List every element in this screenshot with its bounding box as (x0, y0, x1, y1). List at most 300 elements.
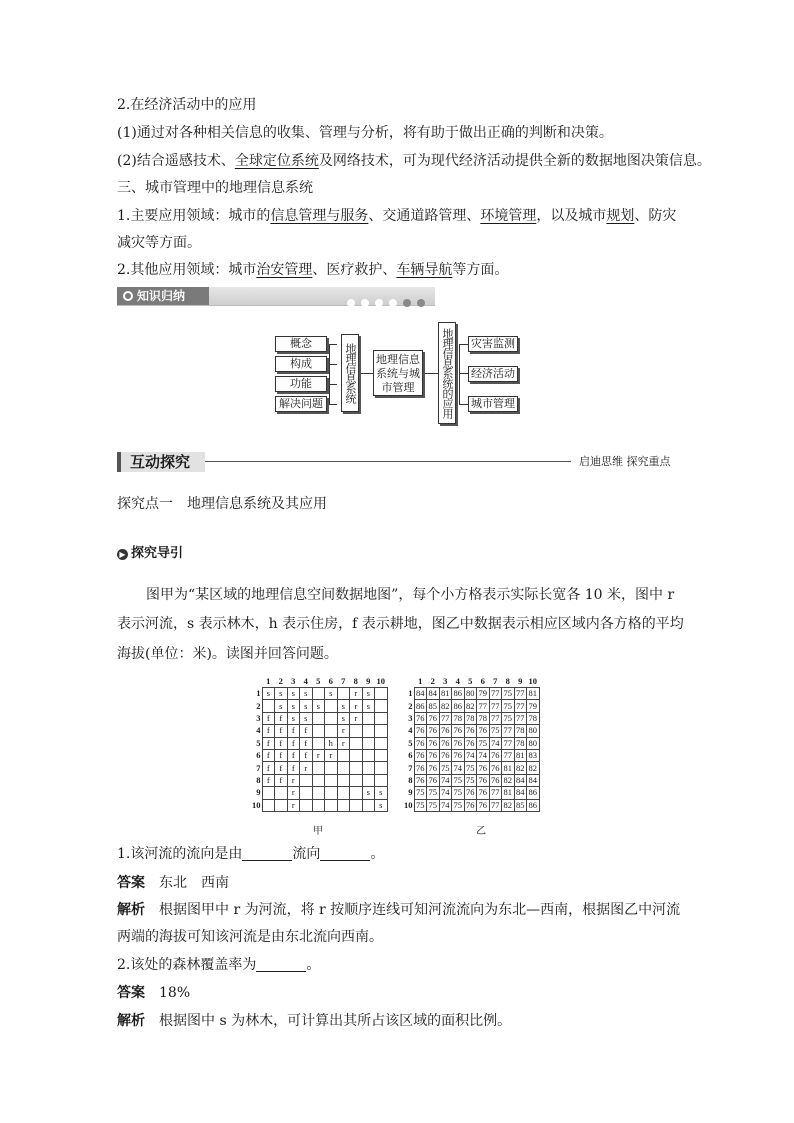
grid-cell: 75 (453, 774, 462, 785)
diagram-item-solving: 解决问题 (275, 396, 327, 412)
grid-cell: 75 (503, 700, 512, 711)
grid-cell: 77 (491, 688, 500, 699)
grid-row (402, 712, 539, 724)
grid-cell: f (287, 749, 300, 761)
grid-col-label: 4 (303, 676, 308, 686)
grid-cell: 84 (516, 787, 525, 798)
grid-cell: 84 (416, 688, 425, 699)
inquiry-point-title: 探究点一 地理信息系统及其应用 (117, 496, 327, 512)
grid-cell: 77 (516, 712, 525, 723)
grid-col-label: 10 (528, 676, 537, 686)
grid-row (402, 700, 539, 712)
grid-cell: 79 (478, 688, 487, 699)
answer-2: 答案 18% (117, 985, 191, 1001)
grid-cell: s (375, 787, 388, 799)
section-title: 互动探究 (130, 453, 191, 471)
grid-cell: 77 (491, 700, 500, 711)
grid-col-label: 3 (443, 676, 448, 686)
grid-cell: 76 (466, 737, 475, 748)
grid-row (250, 700, 387, 712)
grid-row-label: 9 (256, 787, 261, 798)
subheading-economic: 2.在经济活动中的应用 (117, 97, 257, 113)
grid-cell (375, 737, 388, 749)
grid-cell (312, 787, 325, 799)
grid-cell: r (337, 725, 350, 737)
grid-cell: 77 (491, 712, 500, 723)
grid-cell (375, 749, 388, 761)
grid-row-label: 1 (408, 688, 413, 699)
grid-cell (262, 700, 275, 712)
grid-cell: 82 (503, 774, 512, 785)
grid-cell: 76 (478, 774, 487, 785)
grid-cell: 77 (503, 737, 512, 748)
diagram-item-structure: 构成 (275, 356, 327, 372)
grid-cell (375, 725, 388, 737)
grid-cell: 81 (441, 688, 450, 699)
grid-cell: 76 (478, 787, 487, 798)
grid-cell: 75 (428, 799, 437, 810)
grid-cell: 76 (478, 762, 487, 773)
grid-col-label: 1 (266, 676, 271, 686)
grid-cell: 76 (478, 725, 487, 736)
grid-cell: f (262, 749, 275, 761)
grid-cell: 76 (466, 725, 475, 736)
grid-cell: 76 (491, 774, 500, 785)
section-heading-city: 三、城市管理中的地理信息系统 (117, 180, 313, 196)
grid-row (250, 787, 387, 799)
grid-cell: 74 (478, 750, 487, 761)
grid-cell: 77 (516, 688, 525, 699)
grid-cell (375, 712, 388, 724)
grid-cell (350, 787, 363, 799)
grid-cell: 76 (466, 787, 475, 798)
paragraph-line: 2.其他应用领域：城市治安管理、医疗救护、车辆导航等方面。 (117, 262, 509, 278)
grid-cell (337, 787, 350, 799)
analysis-1: 解析 根据图甲中 r 为河流，将 r 按顺序连线可知河流流向为东北—西南，根据图乙中河流 (117, 902, 681, 918)
grid-cell: 74 (441, 799, 450, 810)
section-rule (205, 461, 571, 462)
grid-cell: 77 (491, 799, 500, 810)
diagram-item-concept: 概念 (275, 336, 327, 352)
grid-cell: f (262, 774, 275, 786)
grid-cell: f (287, 762, 300, 774)
grid-row (250, 749, 387, 761)
grid-cell (312, 774, 325, 786)
grid-cell: 76 (428, 712, 437, 723)
grid-cell (362, 725, 375, 737)
grid-cell: s (287, 712, 300, 724)
grid-cell: 76 (428, 750, 437, 761)
grid-cell: f (262, 737, 275, 749)
grid-cell: 81 (503, 762, 512, 773)
grid-cell (325, 774, 338, 786)
grid-cell (275, 787, 288, 799)
grid-cell (337, 774, 350, 786)
grid-cell: 75 (478, 737, 487, 748)
grid-cell: 80 (528, 725, 537, 736)
grid-row-label: 7 (408, 762, 413, 773)
grid-row (250, 688, 387, 700)
grid-row (402, 774, 539, 786)
grid-row-label: 6 (256, 750, 261, 761)
grid-cell: f (275, 712, 288, 724)
paragraph-line: 海拔(单位：米)。读图并回答问题。 (117, 646, 338, 662)
paragraph-line: (1)通过对各种相关信息的收集、管理与分析，将有助于做出正确的判断和决策。 (117, 125, 613, 141)
target-icon (123, 291, 133, 301)
grid-cell: 76 (453, 737, 462, 748)
grid-cell: 82 (528, 762, 537, 773)
grid-cell: 84 (428, 688, 437, 699)
grid-col-label: 5 (316, 676, 321, 686)
grid-cell: 86 (453, 700, 462, 711)
grid-row (250, 725, 387, 737)
grid-cell: s (287, 688, 300, 700)
grid-cell: 76 (416, 762, 425, 773)
grid-cell: f (262, 725, 275, 737)
grid-cell (350, 774, 363, 786)
grid-map-b (402, 676, 540, 812)
grid-col-label: 6 (328, 676, 333, 686)
answer-1: 答案 东北 西南 (117, 875, 229, 891)
paragraph-line: 减灾等方面。 (117, 235, 201, 251)
grid-cell: 86 (453, 688, 462, 699)
grid-cell (375, 688, 388, 700)
grid-cell: 76 (491, 762, 500, 773)
analysis-1-cont: 两端的海拔可知该河流是由东北流向西南。 (117, 929, 383, 945)
paragraph-line: 表示河流，s 表示林木，h 表示住房，f 表示耕地，图乙中数据表示相应区域内各方格的平均 (117, 616, 684, 632)
grid-row-label: 8 (256, 774, 261, 785)
grid-cell (325, 787, 338, 799)
grid-cell: 76 (416, 750, 425, 761)
grid-cell: 86 (416, 700, 425, 711)
grid-cell: 74 (466, 750, 475, 761)
grid-cell: s (362, 688, 375, 700)
grid-cell: f (262, 762, 275, 774)
grid-row (402, 787, 539, 799)
grid-cell (300, 774, 313, 786)
grid-cell: r (287, 799, 300, 811)
grid-cell: f (287, 737, 300, 749)
grid-cell (312, 737, 325, 749)
grid-cell: 82 (503, 799, 512, 810)
grid-col-label: 10 (376, 676, 385, 686)
grid-cell: s (325, 688, 338, 700)
paragraph-line: (2)结合遥感技术、全球定位系统及网络技术，可为现代经济活动提供全新的数据地图决策信息。 (117, 153, 711, 169)
grid-cell: f (300, 737, 313, 749)
grid-cell: f (287, 725, 300, 737)
grid-b-caption: 乙 (476, 826, 486, 837)
knowledge-summary-label: 知识归纳 (117, 287, 209, 305)
grid-cell: 75 (466, 762, 475, 773)
answer-blank (242, 846, 292, 861)
grid-row (402, 688, 539, 700)
grid-cell (375, 700, 388, 712)
grid-cell: r (312, 749, 325, 761)
grid-cell (350, 725, 363, 737)
grid-cell: s (275, 688, 288, 700)
grid-cell (312, 688, 325, 700)
grid-cell (325, 799, 338, 811)
grid-cell (312, 799, 325, 811)
grid-cell: 75 (503, 688, 512, 699)
grid-row-label: 5 (256, 737, 261, 748)
grid-cell: r (350, 700, 363, 712)
grid-cell: s (312, 700, 325, 712)
answer-blank (320, 846, 370, 861)
grid-cell (312, 712, 325, 724)
grid-row-label: 9 (408, 787, 413, 798)
grid-row (402, 737, 539, 749)
grid-cell: 76 (428, 725, 437, 736)
grid-cell: 75 (428, 787, 437, 798)
grid-row (250, 799, 387, 811)
grid-cell: 82 (516, 762, 525, 773)
grid-row (402, 799, 539, 811)
grid-cell: r (287, 787, 300, 799)
grid-cell: 86 (528, 799, 537, 810)
grid-cell (312, 725, 325, 737)
analysis-2: 解析 根据图中 s 为林木，可计算出其所占该区域的面积比例。 (117, 1013, 512, 1029)
grid-cell (350, 799, 363, 811)
grid-cell (337, 688, 350, 700)
grid-cell: f (300, 749, 313, 761)
grid-cell: 84 (516, 774, 525, 785)
grid-cell: 85 (428, 700, 437, 711)
grid-cell: r (350, 712, 363, 724)
grid-cell: 76 (428, 737, 437, 748)
grid-cell: 76 (416, 725, 425, 736)
guide-heading: ▶ 探究导引 (117, 545, 183, 563)
grid-cell: 86 (528, 787, 537, 798)
play-icon: ▶ (117, 549, 128, 560)
grid-cell (300, 799, 313, 811)
grid-cell: s (375, 799, 388, 811)
grid-cell: s (287, 700, 300, 712)
grid-cell: 78 (453, 712, 462, 723)
grid-cell: 75 (416, 799, 425, 810)
grid-cell: 76 (478, 799, 487, 810)
grid-cell: 75 (503, 712, 512, 723)
grid-cell (325, 700, 338, 712)
grid-row (250, 712, 387, 724)
grid-cell: 81 (528, 688, 537, 699)
grid-row (250, 737, 387, 749)
grid-cell: s (262, 688, 275, 700)
grid-cell: 76 (416, 774, 425, 785)
grid-cell: f (275, 749, 288, 761)
grid-cell: 85 (516, 799, 525, 810)
grid-cell (362, 712, 375, 724)
grid-cell: 76 (441, 750, 450, 761)
grid-col-label: 3 (291, 676, 296, 686)
grid-cell: f (275, 737, 288, 749)
grid-cell (337, 749, 350, 761)
paragraph-line: 1.主要应用领域：城市的信息管理与服务、交通道路管理、环境管理，以及城市规划、防灾 (117, 208, 677, 224)
grid-cell (375, 762, 388, 774)
diagram-item-function: 功能 (275, 376, 327, 392)
grid-cell (362, 749, 375, 761)
grid-row (402, 762, 539, 774)
grid-col-label: 2 (278, 676, 283, 686)
grid-cell: r (287, 774, 300, 786)
diagram-node-city-management: 地理信息系统与城市管理 (373, 350, 423, 396)
grid-cell: 77 (441, 712, 450, 723)
grid-cell: 83 (528, 750, 537, 761)
grid-cell: 75 (441, 762, 450, 773)
grid-col-label: 9 (366, 676, 371, 686)
section-subtitle: 启迪思维 探究重点 (579, 455, 671, 468)
grid-col-label: 4 (455, 676, 460, 686)
grid-cell: f (262, 712, 275, 724)
grid-cell: 76 (441, 725, 450, 736)
grid-cell: f (300, 725, 313, 737)
grid-cell: 76 (453, 750, 462, 761)
grid-cell (312, 762, 325, 774)
diagram-node-gis: 地理信息系统 (341, 334, 359, 412)
grid-cell: 77 (516, 700, 525, 711)
grid-col-label: 5 (468, 676, 473, 686)
grid-cell: 75 (416, 787, 425, 798)
diagram-node-gis-application: 地理信息系统的应用 (438, 322, 456, 424)
grid-row (402, 725, 539, 737)
grid-cell (350, 762, 363, 774)
grid-cell: 76 (428, 774, 437, 785)
grid-row-label: 3 (256, 712, 261, 723)
grid-cell (362, 762, 375, 774)
grid-cell (275, 799, 288, 811)
grid-row-label: 10 (252, 799, 261, 810)
grid-map-a (250, 676, 388, 812)
grid-cell: 74 (441, 787, 450, 798)
grid-cell (262, 799, 275, 811)
grid-row-label: 4 (256, 725, 261, 736)
paragraph-line: 图甲为“某区域的地理信息空间数据地图”，每个小方格表示实际长宽各 10 米，图中 r (146, 587, 675, 603)
grid-col-label: 2 (430, 676, 435, 686)
grid-col-label: 9 (518, 676, 523, 686)
grid-cell: 77 (503, 750, 512, 761)
grid-cell (375, 774, 388, 786)
grid-cell (325, 712, 338, 724)
grid-cell: 77 (478, 700, 487, 711)
grid-row-label: 5 (408, 737, 413, 748)
grid-cell: 76 (491, 750, 500, 761)
grid-col-label: 6 (480, 676, 485, 686)
question-1: 1.该河流的流向是由 流向 。 (117, 846, 385, 862)
grid-cell (325, 725, 338, 737)
grid-cell (300, 787, 313, 799)
grid-cell: 81 (503, 787, 512, 798)
grid-row-label: 10 (404, 799, 413, 810)
grid-cell: f (275, 774, 288, 786)
decorative-dots (341, 292, 425, 311)
grid-cell: s (362, 787, 375, 799)
grid-row-label: 8 (408, 774, 413, 785)
grid-cell (362, 737, 375, 749)
grid-cell: 76 (453, 725, 462, 736)
grid-cell: s (300, 688, 313, 700)
grid-cell: 84 (528, 774, 537, 785)
answer-blank (256, 957, 306, 972)
grid-cell (362, 774, 375, 786)
grid-cell: f (275, 725, 288, 737)
grid-cell: 80 (466, 688, 475, 699)
grid-row-label: 7 (256, 762, 261, 773)
grid-cell: 78 (516, 737, 525, 748)
grid-cell: r (300, 762, 313, 774)
grid-cell: 80 (528, 737, 537, 748)
grid-cell: 76 (441, 737, 450, 748)
grid-cell: h (325, 737, 338, 749)
grid-cell (337, 799, 350, 811)
grid-row (402, 749, 539, 761)
grid-cell: s (337, 700, 350, 712)
grid-cell: 82 (441, 700, 450, 711)
grid-cell: 78 (478, 712, 487, 723)
grid-cell: 74 (453, 762, 462, 773)
grid-cell: r (350, 688, 363, 700)
grid-row-label: 3 (408, 712, 413, 723)
grid-col-label: 7 (493, 676, 498, 686)
grid-cell: s (337, 712, 350, 724)
grid-cell: 74 (491, 737, 500, 748)
grid-cell: 75 (453, 787, 462, 798)
grid-cell: 76 (416, 712, 425, 723)
grid-cell: 75 (453, 799, 462, 810)
grid-cell: 76 (466, 799, 475, 810)
grid-cell: s (300, 712, 313, 724)
grid-a-caption: 甲 (313, 826, 323, 837)
grid-row-label: 4 (408, 725, 413, 736)
grid-cell: s (300, 700, 313, 712)
grid-cell (337, 762, 350, 774)
grid-row (250, 774, 387, 786)
grid-cell: r (325, 749, 338, 761)
grid-cell (262, 787, 275, 799)
diagram-item-economy: 经济活动 (468, 366, 518, 382)
grid-cell: 75 (491, 725, 500, 736)
grid-row-label: 2 (408, 700, 413, 711)
grid-cell (325, 762, 338, 774)
question-2: 2.该处的森林覆盖率为 。 (117, 957, 321, 973)
grid-cell: 76 (416, 737, 425, 748)
grid-cell: 78 (516, 725, 525, 736)
grid-col-label: 7 (341, 676, 346, 686)
grid-col-label: 1 (418, 676, 423, 686)
grid-cell: s (362, 700, 375, 712)
knowledge-summary-banner (117, 287, 435, 306)
grid-cell: 74 (441, 774, 450, 785)
grid-col-label: 8 (353, 676, 358, 686)
grid-cell: 75 (466, 774, 475, 785)
diagram-item-disaster: 灾害监测 (468, 336, 518, 352)
grid-cell: 82 (466, 700, 475, 711)
grid-row (250, 762, 387, 774)
grid-cell (350, 737, 363, 749)
grid-col-label: 8 (505, 676, 510, 686)
grid-cell (362, 799, 375, 811)
grid-row-label: 1 (256, 688, 261, 699)
grid-cell: 78 (466, 712, 475, 723)
grid-cell: 77 (491, 787, 500, 798)
grid-cell: r (337, 737, 350, 749)
grid-cell: 76 (428, 762, 437, 773)
grid-cell (350, 749, 363, 761)
diagram-item-city: 城市管理 (468, 396, 518, 412)
grid-row-label: 6 (408, 750, 413, 761)
grid-cell: 77 (503, 725, 512, 736)
grid-cell: 81 (516, 750, 525, 761)
grid-row-label: 2 (256, 700, 261, 711)
